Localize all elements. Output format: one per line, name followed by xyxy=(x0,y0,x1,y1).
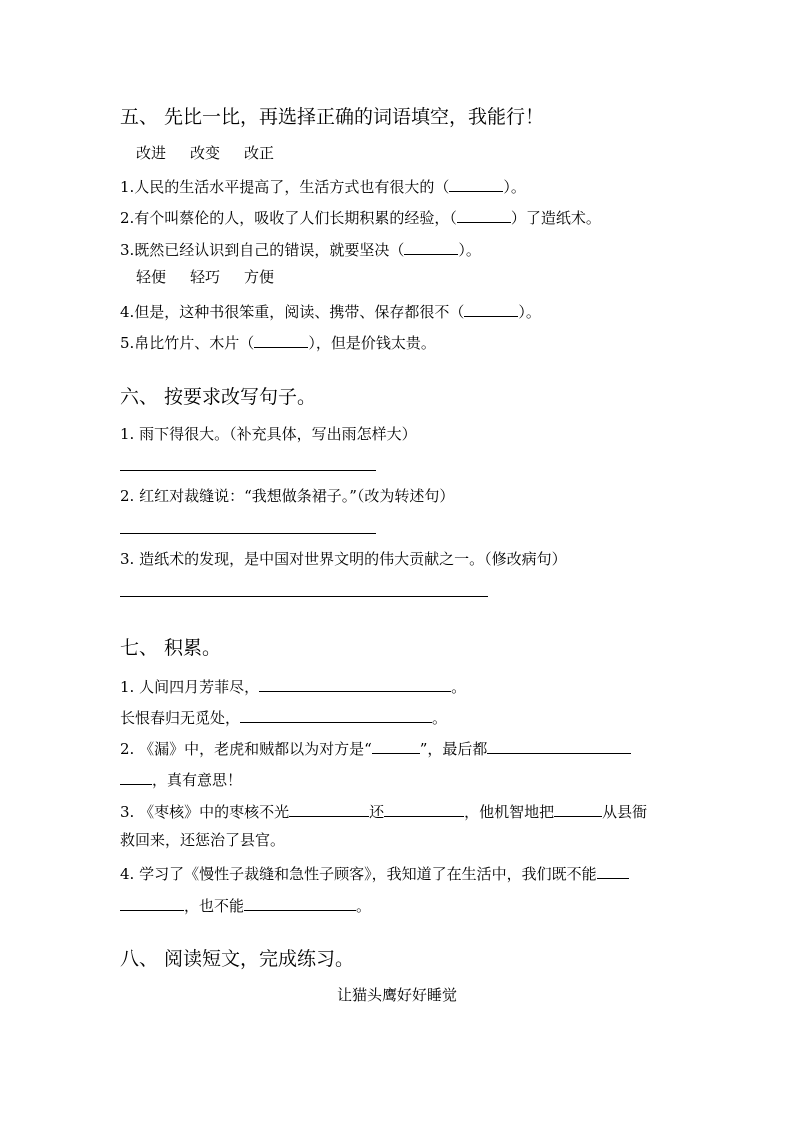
q-text: 3.既然已经认识到自己的错误，就要坚决（ xyxy=(120,241,405,259)
answer-blank[interactable] xyxy=(554,802,602,817)
q-text: ”，最后都 xyxy=(419,740,488,758)
answer-blank[interactable] xyxy=(244,896,356,911)
q-text: 2. 《漏》中，老虎和贼都以为对方是“ xyxy=(120,740,372,758)
q-text: ）。 xyxy=(458,241,481,259)
q-text: 5.帛比竹片、木片（ xyxy=(120,334,255,352)
q-text: 还 xyxy=(369,803,385,821)
word-option: 方便 xyxy=(244,268,275,286)
word-option: 轻便 xyxy=(136,268,167,286)
s5-question-2 xyxy=(120,208,601,226)
word-option: 改进 xyxy=(136,144,167,162)
answer-blank[interactable] xyxy=(372,739,420,754)
s7-question-1b xyxy=(120,708,447,726)
q-text: ，他机智地把 xyxy=(464,803,555,821)
s5-question-1 xyxy=(120,177,526,195)
word-option: 改变 xyxy=(190,144,221,162)
s6-question-1: 1. 雨下得很大。（补充具体，写出雨怎样大） xyxy=(120,425,417,443)
word-option: 轻巧 xyxy=(190,268,221,286)
s5-question-3 xyxy=(120,240,481,258)
q-text: 4. 学习了《慢性子裁缝和急性子顾客》，我知道了在生活中，我们既不能 xyxy=(120,865,597,883)
answer-blank[interactable] xyxy=(254,333,308,348)
answer-blank[interactable] xyxy=(120,770,152,785)
answer-blank[interactable] xyxy=(404,240,458,255)
answer-blank[interactable] xyxy=(464,302,518,317)
s5-question-4 xyxy=(120,302,541,320)
q-text: ），但是价钱太贵。 xyxy=(308,334,436,352)
s7-question-3-cont: 救回来，还惩治了县官。 xyxy=(120,831,286,849)
s6-question-2: 2. 红红对裁缝说：“我想做条裙子。”（改为转述句） xyxy=(120,487,455,505)
q-text: ）了造纸术。 xyxy=(510,209,601,227)
q-text: ）。 xyxy=(503,178,526,196)
s7-question-3 xyxy=(120,802,647,820)
q-text: 。 xyxy=(451,678,467,696)
section-6-title: 六、 按要求改写句子。 xyxy=(120,386,317,408)
section-5-title: 五、 先比一比，再选择正确的词语填空，我能行！ xyxy=(120,106,545,128)
word-option: 改正 xyxy=(244,144,275,162)
passage-title: 让猫头鹰好好睡觉 xyxy=(336,986,457,1004)
q-text: 3. 《枣核》中的枣核不光 xyxy=(120,803,290,821)
q-text: 1. 人间四月芳菲尽， xyxy=(120,678,260,696)
s6-question-3: 3. 造纸术的发现，是中国对世界文明的伟大贡献之一。（修改病句） xyxy=(120,550,567,568)
s7-question-4 xyxy=(120,864,629,882)
s7-question-2-cont xyxy=(120,770,242,788)
section-8-title: 八、 阅读短文，完成练习。 xyxy=(120,948,355,970)
answer-blank[interactable] xyxy=(259,677,451,692)
s5-question-5 xyxy=(120,333,436,351)
answer-blank[interactable] xyxy=(457,208,511,223)
q-text: ，也不能 xyxy=(184,897,245,915)
q-text: 。 xyxy=(432,709,448,727)
q-text: 1.人民的生活水平提高了，生活方式也有很大的（ xyxy=(120,178,450,196)
answer-blank[interactable] xyxy=(240,708,432,723)
q-text: ，真有意思！ xyxy=(152,771,243,789)
answer-line[interactable] xyxy=(120,533,376,534)
q-text: 2.有个叫蔡伦的人，吸收了人们长期积累的经验，（ xyxy=(120,209,457,227)
q-text: 长恨春归无觅处， xyxy=(120,709,241,727)
section-7-title: 七、 积累。 xyxy=(120,637,222,659)
q-text: 从县衙 xyxy=(602,803,648,821)
word-options-1 xyxy=(136,146,298,161)
answer-blank[interactable] xyxy=(289,802,369,817)
s7-question-1a xyxy=(120,677,466,695)
answer-blank[interactable] xyxy=(449,177,503,192)
answer-blank[interactable] xyxy=(487,739,631,754)
word-options-2 xyxy=(136,270,298,285)
q-text: 。 xyxy=(356,897,372,915)
answer-blank[interactable] xyxy=(384,802,464,817)
s7-question-2 xyxy=(120,739,631,757)
answer-line[interactable] xyxy=(120,596,488,597)
q-text: ）。 xyxy=(518,303,541,321)
s7-question-4-cont xyxy=(120,896,371,914)
answer-blank[interactable] xyxy=(120,896,184,911)
q-text: 4.但是，这种书很笨重，阅读、携带、保存都很不（ xyxy=(120,303,465,321)
answer-line[interactable] xyxy=(120,470,376,471)
answer-blank[interactable] xyxy=(597,864,629,879)
